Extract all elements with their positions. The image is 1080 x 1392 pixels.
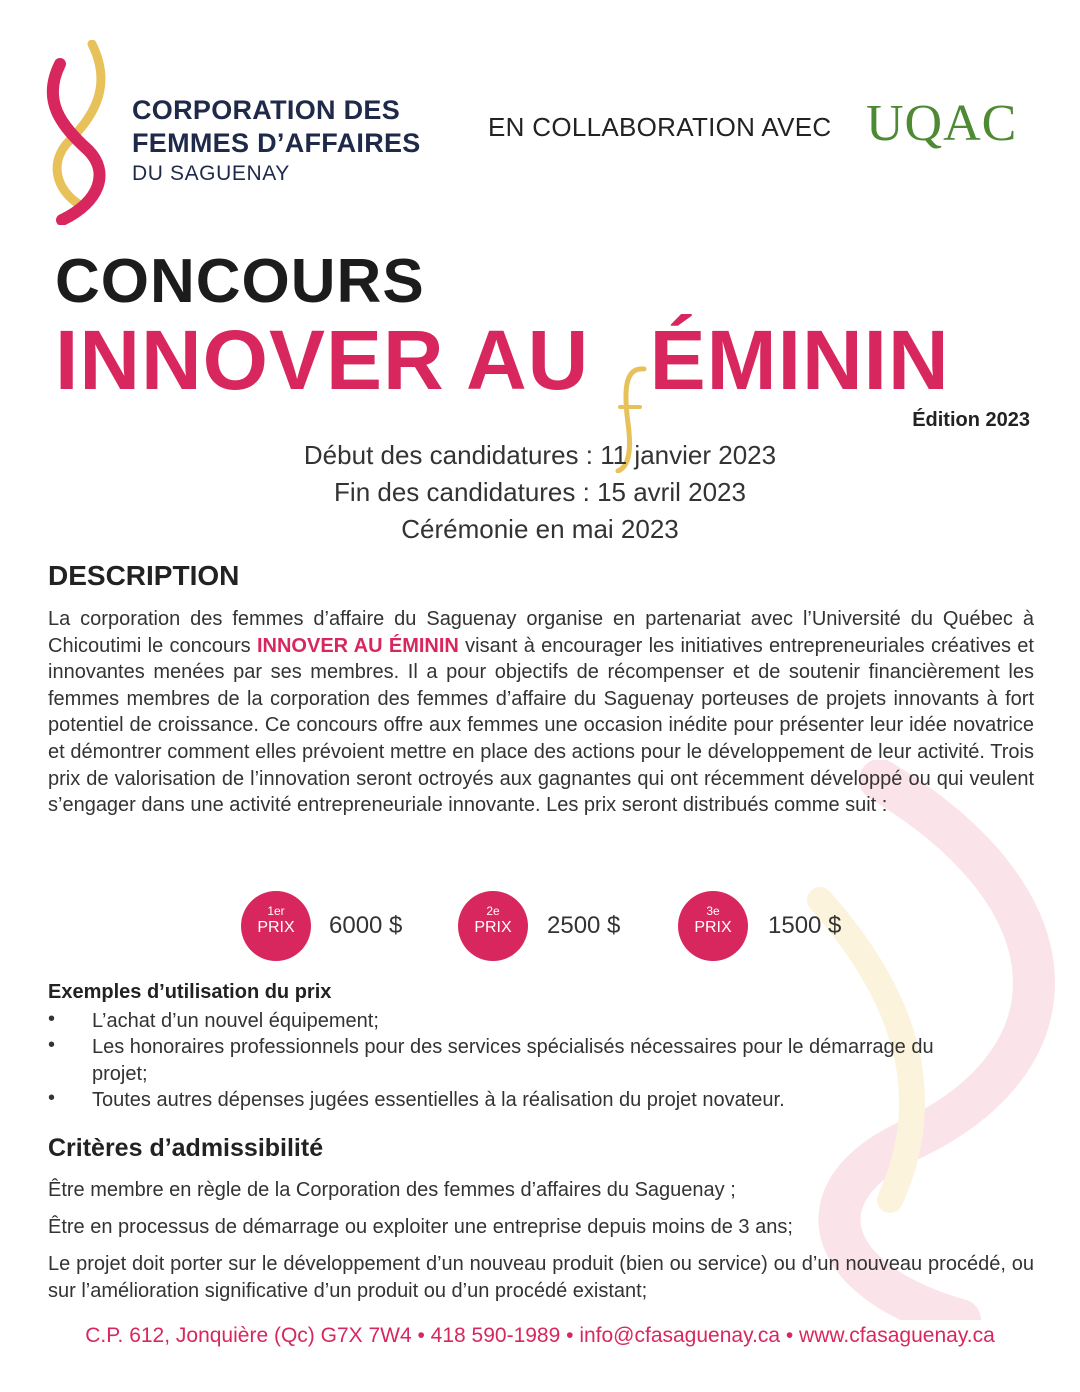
- date-start: Début des candidatures : 11 janvier 2023: [303, 440, 777, 470]
- org-name-line-2: FEMMES D’AFFAIRES: [132, 128, 421, 158]
- description-highlight: INNOVER AU ÉMININ: [256, 634, 459, 657]
- org-name-line-3: DU SAGUENAY: [132, 162, 290, 185]
- prize-3-amount: 1500 $: [768, 912, 842, 939]
- prize-2-label: PRIX: [474, 918, 512, 936]
- example-item-1: L’achat d’un nouvel équipement;: [92, 1010, 379, 1032]
- prize-2-rank: 2e: [486, 904, 500, 918]
- edition-label: Édition 2023: [912, 409, 1030, 431]
- criteria-item-3: Le projet doit porter sur le développement d’un nouveau produit (bien ou service) ou d’un nouveau procédé, ou sur l’amélioration significative d’un produit ou d’un procédé existant;: [48, 1253, 1034, 1302]
- description-text-before: La corporation des femmes d’affaire du Saguenay organise en partenariat avec l’Université du Québec à Chicoutimi le concours: [48, 608, 1034, 657]
- example-item-2: Les honoraires professionnels pour des services spécialisés nécessaires pour le démarrage du projet;: [92, 1036, 934, 1085]
- contest-title-part-1: INNOVER AU: [55, 313, 614, 407]
- bullet-icon: •: [48, 1087, 56, 1109]
- date-end: Fin des candidatures : 15 avril 2023: [334, 477, 746, 507]
- date-ceremony: Cérémonie en mai 2023: [401, 514, 679, 544]
- uqac-logo: UQAC: [866, 95, 1018, 152]
- criteria-item-2: Être en processus de démarrage ou exploiter une entreprise depuis moins de 3 ans;: [48, 1216, 793, 1238]
- prize-1-badge: [241, 891, 311, 961]
- concours-heading: CONCOURS: [55, 247, 425, 316]
- prize-1-label: PRIX: [257, 918, 295, 936]
- collaboration-text: EN COLLABORATION AVEC: [488, 112, 832, 142]
- bullet-icon: •: [48, 1008, 56, 1030]
- criteria-heading: Critères d’admissibilité: [48, 1134, 324, 1162]
- prize-1-amount: 6000 $: [329, 912, 403, 939]
- bullet-icon: •: [48, 1034, 56, 1056]
- prize-2-badge: [458, 891, 528, 961]
- contest-title-part-2: ÉMININ: [649, 313, 950, 407]
- cfa-logo-icon: [40, 40, 120, 225]
- description-text: [48, 606, 1034, 819]
- org-name-line-1: CORPORATION DES: [132, 95, 401, 125]
- footer-contact: C.P. 612, Jonquière (Qc) G7X 7W4 • 418 590-1989 • info@cfasaguenay.ca • www.cfasaguenay.ca: [85, 1324, 995, 1347]
- prize-2-amount: 2500 $: [547, 912, 621, 939]
- examples-heading: Exemples d’utilisation du prix: [48, 981, 332, 1003]
- prize-3-badge: [678, 891, 748, 961]
- prize-3-rank: 3e: [706, 904, 720, 918]
- prize-1-rank: 1er: [267, 904, 285, 918]
- example-item-3: Toutes autres dépenses jugées essentielles à la réalisation du projet novateur.: [92, 1089, 785, 1111]
- criteria-item-1: Être membre en règle de la Corporation des femmes d’affaires du Saguenay ;: [48, 1179, 736, 1201]
- prize-3-label: PRIX: [694, 918, 732, 936]
- description-text-after: visant à encourager les initiatives entrepreneuriales créatives et innovantes menées par ses membres. Il a pour objectifs de récompenser et de soutenir financièrement les femmes membres de la corporation des femmes d’affaire du Saguenay porteuses de projets innovants à fort potentiel de croissance. Ce concours offre aux femmes une occasion inédite pour présenter leur idée novatrice et démontrer comment elles prévoient mettre en place des actions pour le développement de leur activité. Trois prix de valorisation de l’innovation seront octroyés aux gagnantes qui ont récemment développé ou qui veulent s’engager dans une activité entrepreneuriale innovante. Les prix seront distribués comme suit :: [48, 634, 1034, 817]
- description-heading: DESCRIPTION: [48, 560, 240, 591]
- contest-title: [55, 313, 950, 407]
